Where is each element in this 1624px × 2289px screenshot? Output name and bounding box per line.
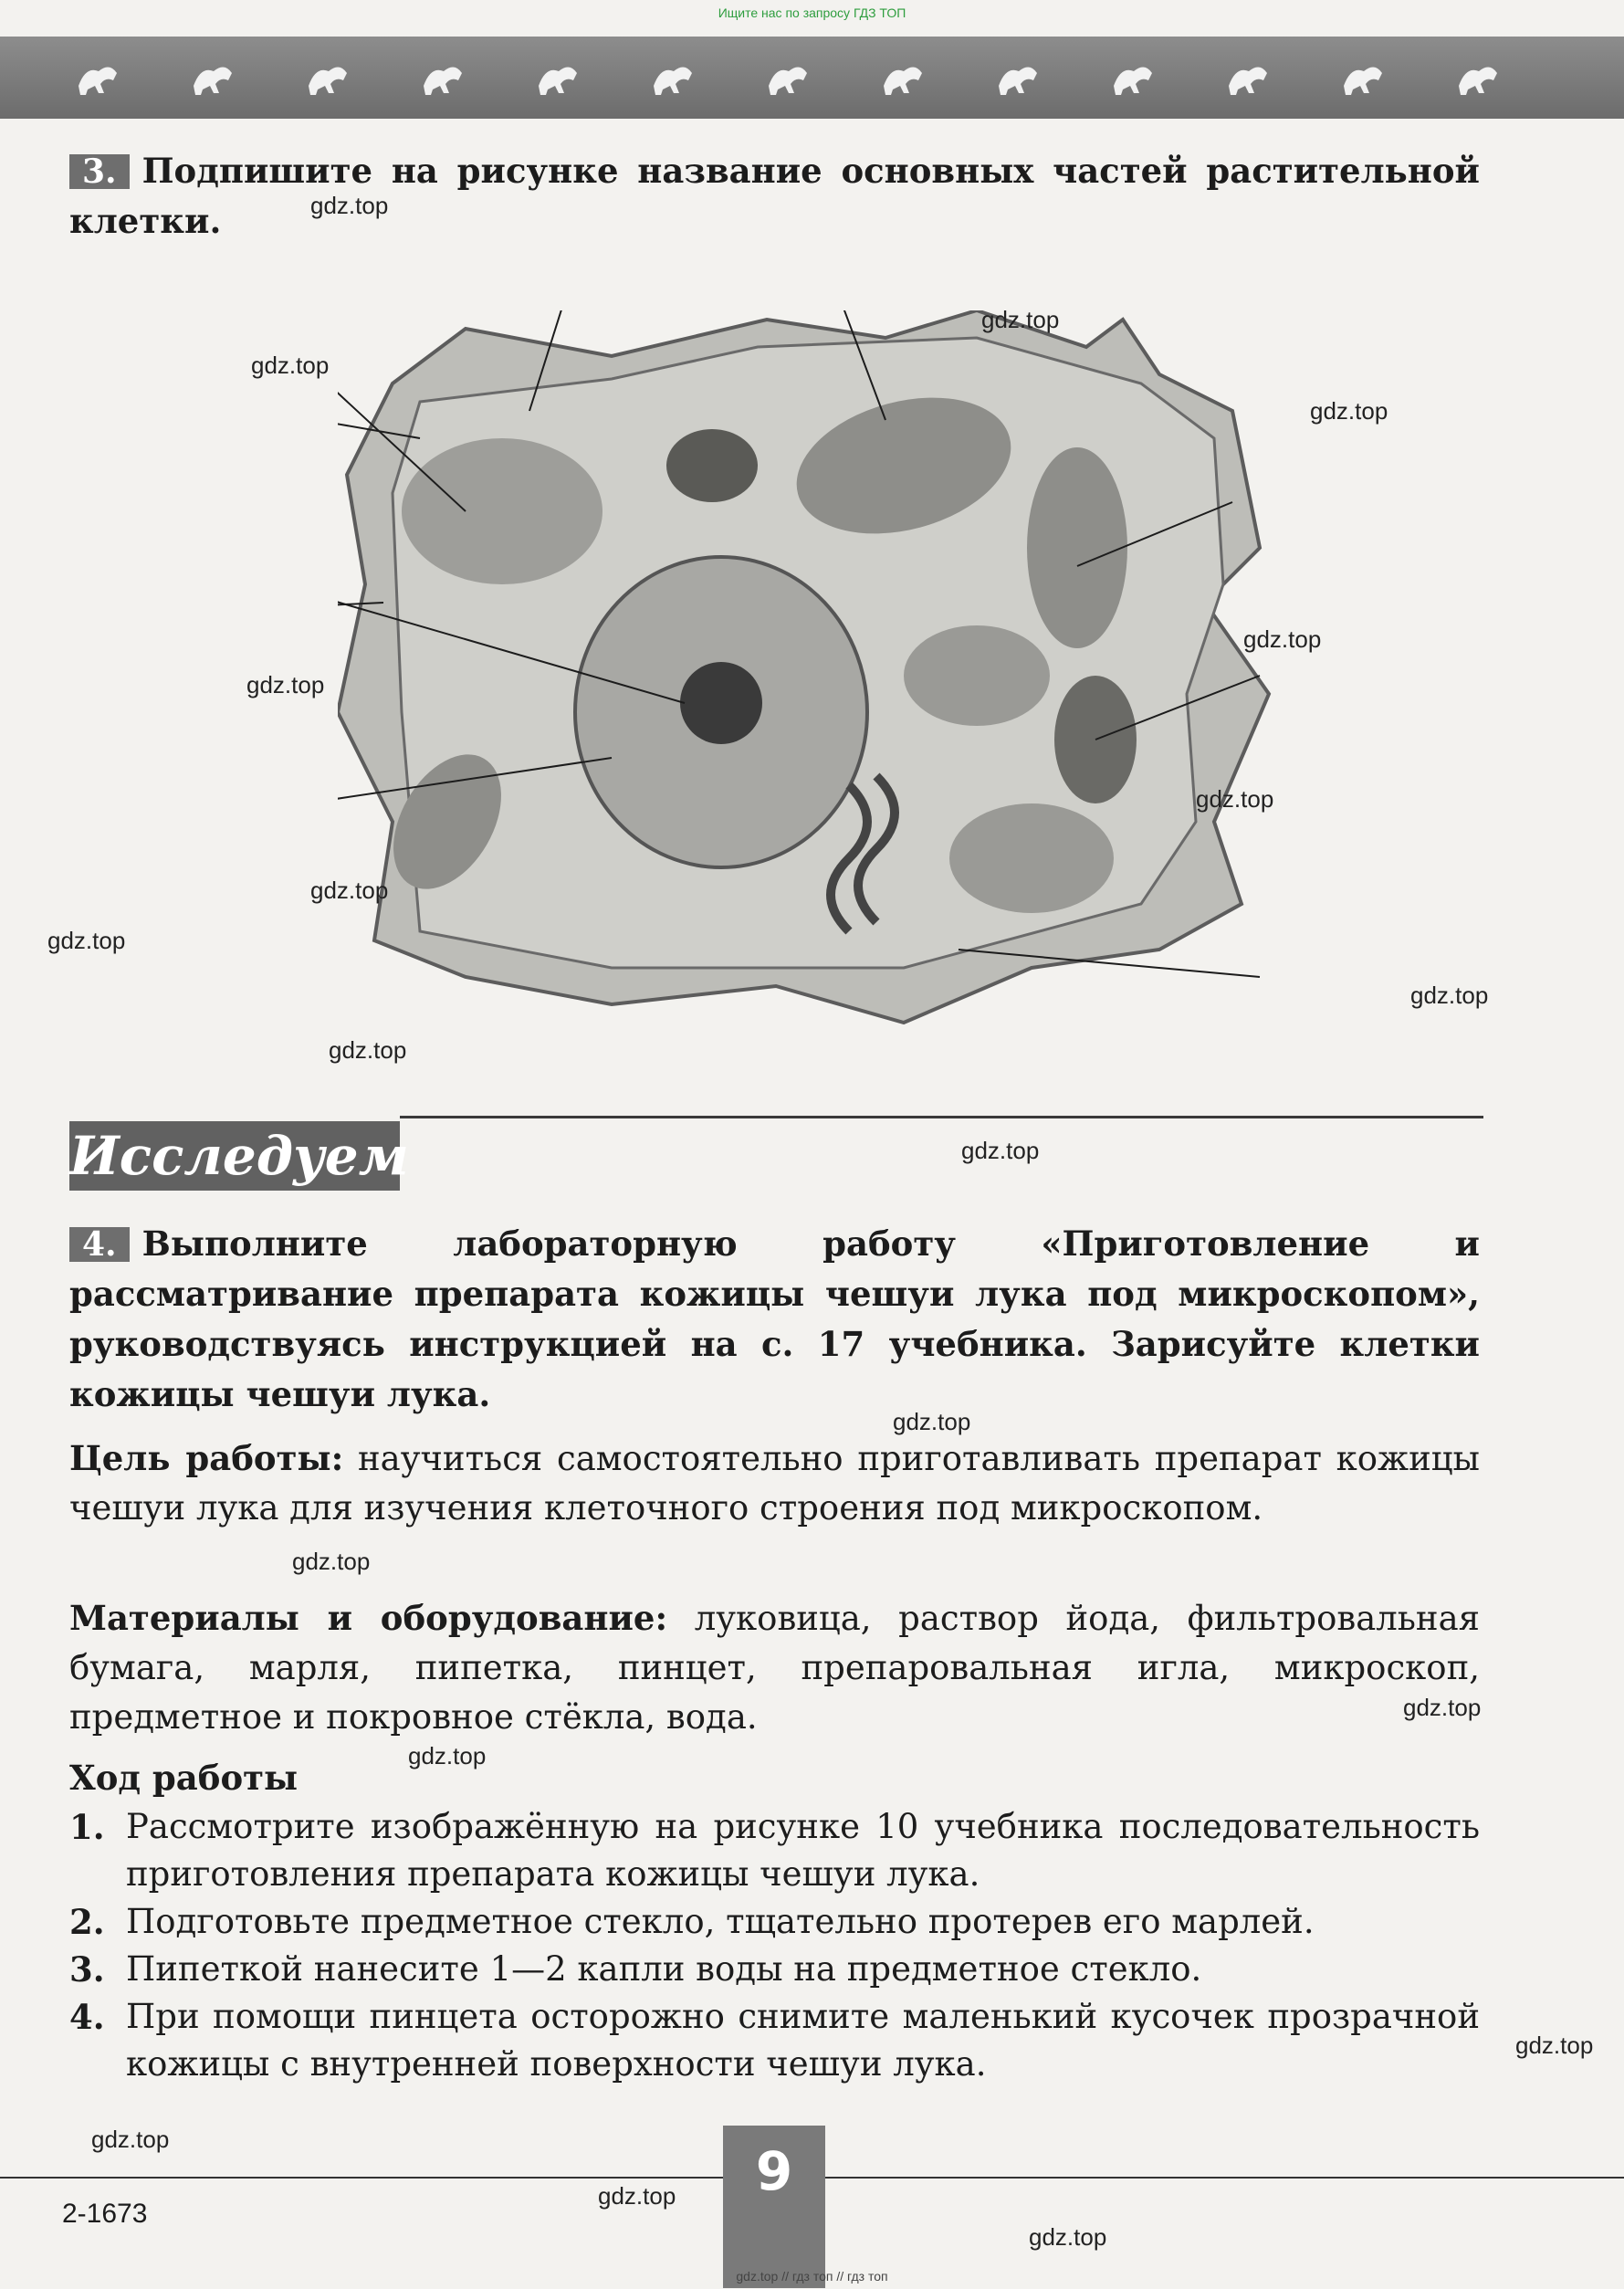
goal-label: Цель работы: [69,1438,344,1478]
step-text: Рассмотрите изображённую на рисунке 10 учебника последовательность приготовления препарата кожицы чешуи лука. [126,1807,1480,1894]
watermark: gdz.top [47,927,126,954]
procedure-step [69,1993,1480,2088]
watermark: gdz.top [1029,2223,1107,2251]
procedure-steps [69,1803,1480,2088]
dog-icon [763,53,812,102]
chloroplast [1027,447,1127,648]
moth-icon [1453,53,1503,102]
horse-icon [418,53,467,102]
section-heading: Исследуем [69,1121,400,1191]
watermark: gdz.top [1196,785,1274,813]
step-number: 4. [69,1997,105,2037]
insect-icon [993,53,1043,102]
watermark: gdz.top [1310,397,1388,425]
watermark: gdz.top [310,192,389,219]
print-code: 2-1673 [62,2199,148,2229]
procedure-title-text: Ход работы [69,1758,299,1798]
task-number: 4. [69,1227,130,1262]
task-3 [69,146,1480,247]
bird-icon [533,53,582,102]
procedure-title [69,1753,1480,1803]
watermark: gdz.top [1515,2032,1594,2059]
watermark: gdz.top [1410,982,1489,1009]
plant-cell-illustration [338,310,1278,1032]
step-number: 3. [69,1949,105,1990]
materials-paragraph [69,1593,1480,1742]
section-rule [400,1116,1483,1118]
fish-icon [648,53,697,102]
rabbit-icon [1338,53,1388,102]
procedure-step [69,1803,1480,1898]
watermark: gdz.top [893,1408,971,1435]
watermark: gdz.top [91,2126,170,2153]
bottom-link[interactable]: gdz.top // гдз топ // гдз топ [736,2269,888,2284]
vacuole [904,625,1050,726]
watermark: gdz.top [329,1036,407,1064]
watermark: gdz.top [246,671,325,698]
mitochondrion [666,429,758,502]
watermark: gdz.top [292,1548,371,1575]
step-text: При помощи пинцета осторожно снимите маленький кусочек прозрачной кожицы с внутренней поверхности чешуи лука. [126,1997,1480,2084]
procedure-step [69,1946,1480,1993]
watermark: gdz.top [1243,625,1322,653]
watermark: gdz.top [981,306,1060,333]
plant-cell-figure [338,310,1278,1032]
goal-text: научиться самостоятельно приготавливать препарат кожицы чешуи лука для изучения клеточного строения под микроскопом. [69,1439,1480,1528]
scorpion-icon [303,53,352,102]
task-4 [69,1219,1480,1420]
cow-icon [1108,53,1158,102]
goal-paragraph [69,1433,1480,1533]
task-number: 3. [69,154,130,189]
materials-label: Материалы и оборудование: [69,1598,668,1638]
butterfly-icon [188,53,237,102]
watermark: gdz.top [598,2182,676,2210]
vacuole [949,803,1114,913]
watermark: gdz.top [961,1137,1040,1164]
watermark: gdz.top [251,352,330,379]
step-text: Подготовьте предметное стекло, тщательно протерев его марлей. [126,1902,1315,1941]
deer-icon [1223,53,1273,102]
nucleolus [680,662,762,744]
watermark: gdz.top [1403,1694,1482,1721]
watermark: gdz.top [408,1742,487,1769]
step-number: 1. [69,1807,105,1847]
bison-icon [73,53,122,102]
watermark: gdz.top [310,877,389,904]
page-number: 9 [723,2126,825,2288]
heron-icon [878,53,927,102]
materials-text: луковица, раствор йода, фильтровальная бумага, марля, пипетка, пинцет, препаровальная игла, микроскоп, предметное и покровное стёкла, вода. [69,1599,1480,1737]
task-3-text: Подпишите на рисунке название основных частей растительной клетки. [69,151,1480,241]
top-link[interactable]: Ищите нас по запросу ГДЗ ТОП [718,5,906,20]
vacuole [402,438,602,584]
procedure-step [69,1898,1480,1946]
task-4-text: Выполните лабораторную работу «Приготовление и рассматривание препарата кожицы чешуи лука под микроскопом», руководствуясь инструкцией на с. 17 учебника. Зарисуйте клетки кожицы чешуи лука. [69,1223,1480,1414]
step-number: 2. [69,1902,105,1942]
step-text: Пипеткой нанесите 1—2 капли воды на предметное стекло. [126,1949,1202,1989]
